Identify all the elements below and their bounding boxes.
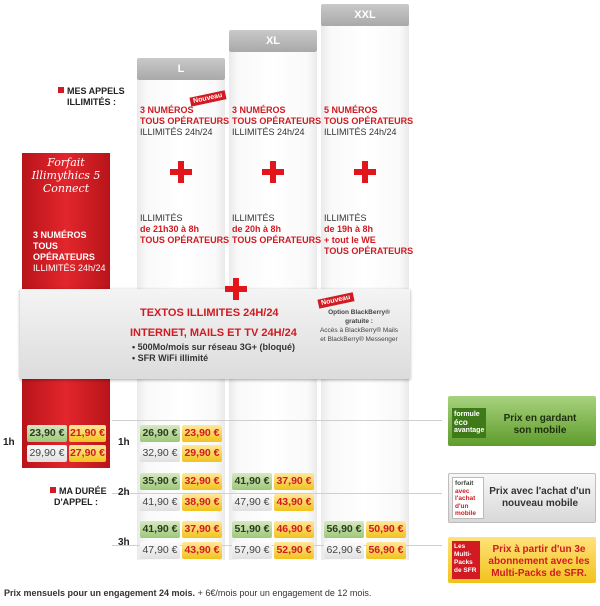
- price-xl-3h-multi: 46,90 €: [274, 521, 314, 538]
- banner-bullets: • 500Mo/mois sur réseau 3G+ (bloqué) • SFR WiFi illimité: [132, 342, 295, 363]
- hour-2h: 2h: [118, 487, 130, 498]
- textos-title: TEXTOS ILLIMITES 24H/24: [140, 307, 279, 319]
- blackberry-option: Option BlackBerry® gratuite : Accès à BlackBerry® Mails et BlackBerry® Messenger: [319, 309, 399, 343]
- appels-label: MES APPELS ILLIMITÉS :: [58, 86, 125, 108]
- price-xl-3h-mobile: 57,90 €: [232, 542, 272, 559]
- internet-title: INTERNET, MAILS ET TV 24H/24: [130, 327, 297, 339]
- plus-icon: [170, 161, 192, 183]
- price-xxl-3h-mobile: 62,90 €: [324, 542, 364, 559]
- plus-icon: [225, 278, 247, 300]
- price-l-2h-multi: 32,90 €: [182, 473, 222, 490]
- price-l-1h-multi: 23,90 €: [182, 425, 222, 442]
- tab-xl[interactable]: XL: [229, 30, 317, 52]
- tab-l[interactable]: L: [137, 58, 225, 80]
- legend-eco-text: Prix en gardant son mobile: [503, 413, 577, 436]
- price-xxl-3h-multi2: 56,90 €: [366, 542, 406, 559]
- price-forfait-multi: 21,90 €: [69, 425, 106, 442]
- price-xl-2h-eco: 41,90 €: [232, 473, 272, 490]
- price-forfait-eco: 23,90 €: [27, 425, 67, 442]
- bullet-icon: [58, 87, 64, 93]
- price-xxl-3h-eco: 56,90 €: [324, 521, 364, 538]
- xxl-evening: ILLIMITÉS de 19h à 8h + tout le WE TOUS OPÉRATEURS: [324, 213, 414, 256]
- l-calls: 3 NUMÉROS TOUS OPÉRATEURS ILLIMITÉS 24h/24: [140, 105, 230, 137]
- l-evening: ILLIMITÉS de 21h30 à 8h TOUS OPÉRATEURS: [140, 213, 230, 245]
- price-l-2h-mobile: 41,90 €: [140, 494, 180, 511]
- xxl-calls: 5 NUMÉROS TOUS OPÉRATEURS ILLIMITÉS 24h/24: [324, 105, 414, 137]
- price-xl-2h-mobile: 47,90 €: [232, 494, 272, 511]
- hour-1h: 1h: [118, 437, 130, 448]
- forfait-mobile-logo: forfait avec l'achat d'un mobile: [452, 477, 484, 519]
- duree-label: MA DURÉE D'APPEL :: [50, 486, 107, 508]
- legend-mobile-text: Prix avec l'achat d'un nouveau mobile: [489, 486, 591, 509]
- blackberry-badge: Nouveau: [317, 292, 354, 308]
- price-forfait-mobile: 29,90 €: [27, 445, 67, 462]
- price-l-3h-mobile: 47,90 €: [140, 542, 180, 559]
- price-l-1h-mobile: 32,90 €: [140, 445, 180, 462]
- xl-evening: ILLIMITÉS de 20h à 8h TOUS OPÉRATEURS: [232, 213, 322, 245]
- multipacks-logo: Les Multi- Packs de SFR: [452, 541, 480, 579]
- xl-calls: 3 NUMÉROS TOUS OPÉRATEURS ILLIMITÉS 24h/24: [232, 105, 322, 137]
- row-line-1h: [112, 420, 442, 421]
- plus-icon: [354, 161, 376, 183]
- price-xl-2h-multi: 37,90 €: [274, 473, 314, 490]
- new-badge: Nouveau: [189, 90, 226, 106]
- price-l-1h-eco: 26,90 €: [140, 425, 180, 442]
- price-l-3h-multi: 37,90 €: [182, 521, 222, 538]
- price-xl-2h-multi2: 43,90 €: [274, 494, 314, 511]
- price-l-1h-multi2: 29,90 €: [182, 445, 222, 462]
- tab-xxl[interactable]: XXL: [321, 4, 409, 26]
- hour-3h: 3h: [118, 537, 130, 548]
- eco-logo: formule éco avantage: [452, 408, 486, 438]
- price-forfait-multi2: 27,90 €: [69, 445, 106, 462]
- price-l-2h-eco: 35,90 €: [140, 473, 180, 490]
- legend-multipacks-text: Prix à partir d'un 3e abonnement avec les Multi-Packs de SFR.: [488, 544, 590, 579]
- price-xl-3h-multi2: 52,90 €: [274, 542, 314, 559]
- footer-note: Prix mensuels pour un engagement 24 mois. + 6€/mois pour un engagement de 12 mois.: [4, 588, 372, 598]
- bullet-icon: [50, 487, 56, 493]
- forfait-title: Forfait Illimythics 5 Connect: [31, 156, 101, 195]
- hour-1h-forfait: 1h: [3, 437, 15, 448]
- price-l-3h-multi2: 43,90 €: [182, 542, 222, 559]
- price-xxl-3h-multi: 50,90 €: [366, 521, 406, 538]
- price-l-2h-multi2: 38,90 €: [182, 494, 222, 511]
- price-xl-3h-eco: 51,90 €: [232, 521, 272, 538]
- price-l-3h-eco: 41,90 €: [140, 521, 180, 538]
- plus-icon: [262, 161, 284, 183]
- forfait-features: 3 NUMÉROS TOUS OPÉRATEURS ILLIMITÉS 24h/24: [33, 230, 106, 273]
